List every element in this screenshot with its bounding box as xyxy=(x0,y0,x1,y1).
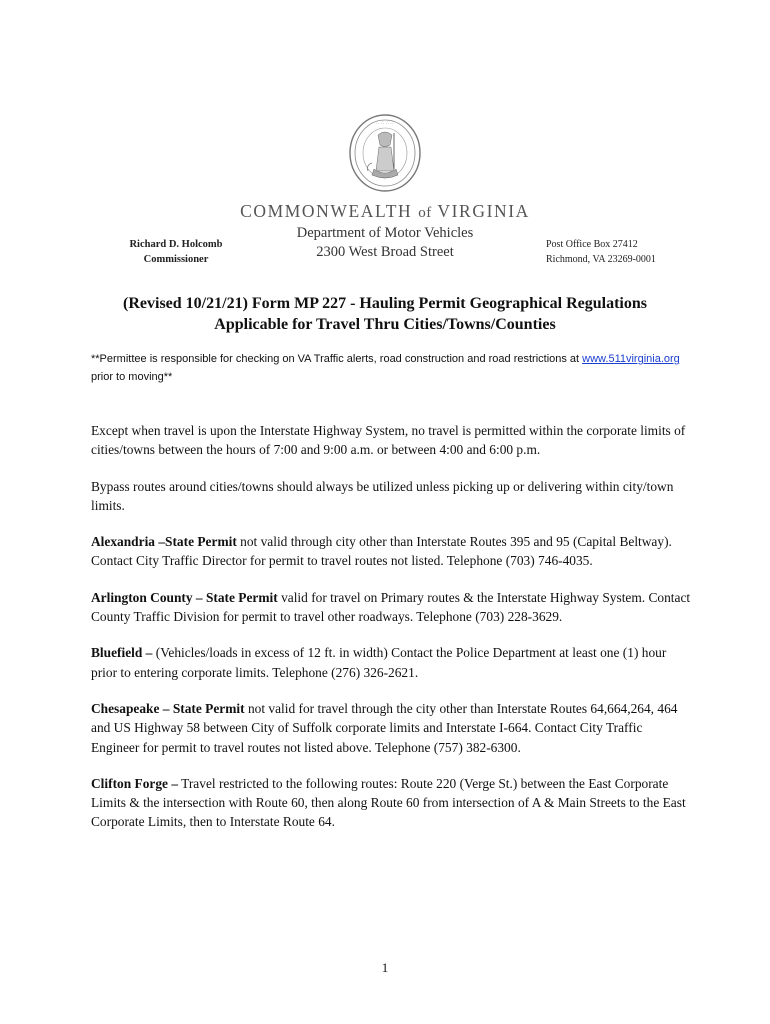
document-title xyxy=(60,293,710,335)
department-street: 2300 West Broad Street xyxy=(316,244,454,260)
commonwealth-suffix: VIRGINIA xyxy=(431,201,530,221)
paragraph-heading: Bluefield – xyxy=(91,645,153,661)
paragraph-heading: Alexandria –State Permit xyxy=(91,534,237,550)
notice-text-end: prior to moving** xyxy=(91,371,173,383)
paragraph-heading: Chesapeake – State Permit xyxy=(91,700,245,716)
commissioner-name: Richard D. Holcomb xyxy=(129,239,223,250)
virginia-seal-icon xyxy=(348,113,422,193)
paragraph-heading: Clifton Forge – xyxy=(91,775,179,791)
paragraph-interstate-hours xyxy=(91,421,691,460)
permittee-notice xyxy=(91,350,691,386)
department-block xyxy=(270,224,500,262)
paragraph-bluefield xyxy=(91,643,691,682)
commonwealth-of: of xyxy=(418,205,432,221)
paragraph-clifton-forge xyxy=(91,774,691,832)
mailing-address-block xyxy=(546,237,696,267)
commonwealth-prefix: COMMONWEALTH xyxy=(240,201,419,221)
paragraph-text: not valid through city other than Interstate Routes 395 and 95 (Capital Beltway). Contact City Traffic Director for permit to travel routes not listed. Telephone (703) 746-4035. xyxy=(91,534,672,569)
paragraph-text: (Vehicles/loads in excess of 12 ft. in width) Contact the Police Department at least one (1) hour prior to entering corporate limits. Telephone (276) 326-2621. xyxy=(91,645,667,680)
regulations-body xyxy=(91,421,691,849)
paragraph-bypass-routes xyxy=(91,477,691,516)
commissioner-title: Commissioner xyxy=(143,254,209,265)
po-box: Post Office Box 27412 xyxy=(546,239,638,250)
svg-text:∴ ∴ ∴ ∴: ∴ ∴ ∴ ∴ xyxy=(376,120,394,126)
commissioner-block xyxy=(122,237,230,267)
page-number: 1 xyxy=(381,960,389,975)
paragraph-alexandria xyxy=(91,532,691,571)
paragraph-text: not valid for travel through the city other than Interstate Routes 64,664,264, 464 and US Highway 58 between City of Suffolk corporate limits and Interstate I-664. Contact City Traffic Engineer for permit to travel routes not listed above. Telephone (757) 382-6300. xyxy=(91,700,678,755)
title-line-2: Applicable for Travel Thru Cities/Towns/Counties xyxy=(214,316,556,333)
paragraph-chesapeake xyxy=(91,699,691,757)
paragraph-text: Bypass routes around cities/towns should always be utilized unless picking up or delivering within city/town limits. xyxy=(91,478,674,513)
city-zip: Richmond, VA 23269-0001 xyxy=(546,254,656,265)
511virginia-link[interactable]: www.511virginia.org xyxy=(582,353,680,365)
commonwealth-heading xyxy=(0,201,770,222)
paragraph-text: valid for travel on Primary routes & the Interstate Highway System. Contact County Traffic Division for permit to travel other roadways. Telephone (703) 228-3629. xyxy=(91,589,691,625)
department-name: Department of Motor Vehicles xyxy=(296,225,474,241)
paragraph-arlington xyxy=(91,588,691,627)
title-line-1: (Revised 10/21/21) Form MP 227 - Hauling Permit Geographical Regulations xyxy=(123,295,647,312)
notice-text-start: **Permittee is responsible for checking on VA Traffic alerts, road construction and road restrictions at xyxy=(91,353,583,365)
paragraph-heading: Arlington County – State Permit xyxy=(91,589,278,605)
paragraph-text: Except when travel is upon the Interstate Highway System, no travel is permitted within the corporate limits of cities/towns between the hours of 7:00 and 9:00 a.m. or between 4:00 and 6:00 p.m. xyxy=(91,423,686,458)
paragraph-text: Travel restricted to the following routes: Route 220 (Verge St.) between the East Corporate Limits & the intersection with Route 60, then along Route 60 from intersection of A & Main Streets to the East Corporate Limits, then to Interstate Route 64. xyxy=(91,775,686,830)
